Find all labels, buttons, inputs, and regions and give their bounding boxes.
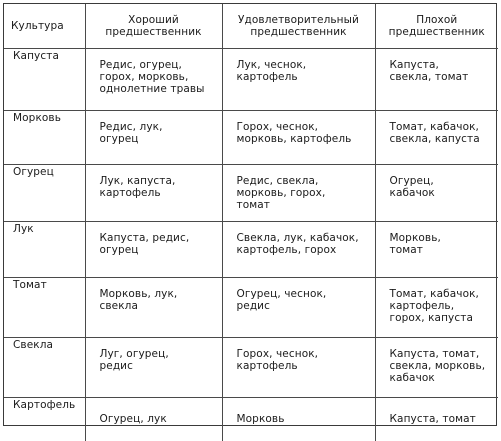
good-predecessor-cell: Лук, капуста, картофель: [85, 164, 222, 221]
satisfactory-predecessor-cell: Редис, свекла, морковь, горох, томат: [222, 164, 375, 221]
table-row-beet: [4, 337, 498, 397]
good-predecessor-cell: Редис, лук, огурец: [85, 110, 222, 164]
table-row-tomato: [4, 277, 498, 337]
table-row-onion: [4, 221, 498, 277]
bad-predecessor-cell: Капуста, томат: [375, 397, 498, 441]
crop-name: Капуста: [4, 48, 85, 110]
good-predecessor-cell: Капуста, редис, огурец: [85, 221, 222, 277]
bad-predecessor-cell: Томат, кабачок, картофель, горох, капуста: [375, 277, 498, 337]
table-row-carrot: [4, 110, 498, 164]
crop-name: Морковь: [4, 110, 85, 164]
bad-predecessor-cell: Томат, кабачок, свекла, капуста: [375, 110, 498, 164]
good-predecessor-cell: Луг, огурец, редис: [85, 337, 222, 397]
satisfactory-predecessor-cell: Лук, чеснок, картофель: [222, 48, 375, 110]
crop-name: Картофель: [4, 397, 85, 441]
good-predecessor-cell: Редис, огурец, горох, морковь, однолетние травы: [85, 48, 222, 110]
header-bad-predecessor: Плохой предшественник: [375, 4, 498, 48]
crop-rotation-table: [4, 4, 498, 441]
crop-name: Томат: [4, 277, 85, 337]
crop-name: Свекла: [4, 337, 85, 397]
table-row-cucumber: [4, 164, 498, 221]
bad-predecessor-cell: Огурец, кабачок: [375, 164, 498, 221]
good-predecessor-cell: Огурец, лук: [85, 397, 222, 441]
header-satisfactory-predecessor: Удовлетворительный предшественник: [222, 4, 375, 48]
satisfactory-predecessor-cell: Огурец, чеснок, редис: [222, 277, 375, 337]
satisfactory-predecessor-cell: Горох, чеснок, морковь, картофель: [222, 110, 375, 164]
satisfactory-predecessor-cell: Горох, чеснок, картофель: [222, 337, 375, 397]
crop-name: Лук: [4, 221, 85, 277]
satisfactory-predecessor-cell: Морковь: [222, 397, 375, 441]
header-row: [4, 4, 498, 48]
good-predecessor-cell: Морковь, лук, свекла: [85, 277, 222, 337]
crop-rotation-table-frame: [3, 3, 497, 426]
header-crop: Культура: [4, 4, 85, 48]
bad-predecessor-cell: Морковь, томат: [375, 221, 498, 277]
header-good-predecessor: Хороший предшественник: [85, 4, 222, 48]
table-row-potato: [4, 397, 498, 441]
bad-predecessor-cell: Капуста, свекла, томат: [375, 48, 498, 110]
crop-name: Огурец: [4, 164, 85, 221]
satisfactory-predecessor-cell: Свекла, лук, кабачок, картофель, горох: [222, 221, 375, 277]
table-row-cabbage: [4, 48, 498, 110]
bad-predecessor-cell: Капуста, томат, свекла, морковь, кабачок: [375, 337, 498, 397]
